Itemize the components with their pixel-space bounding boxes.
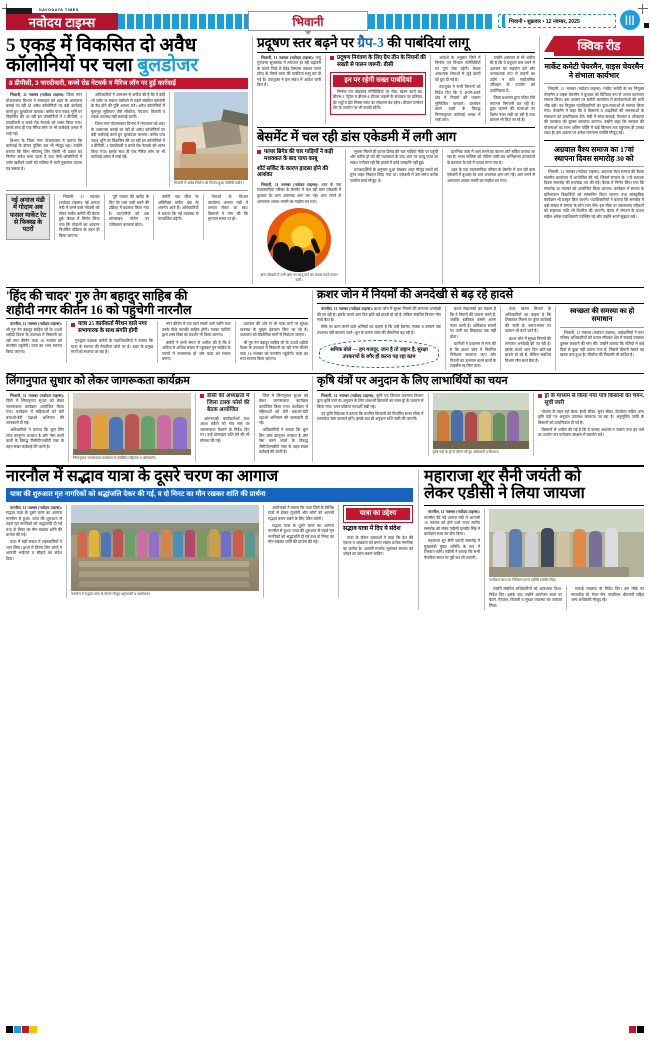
quick-read-item[interactable] (544, 61, 644, 137)
adc-byline: नारनौल, 11 नवम्बर (नवोदय टाइम्स): (428, 509, 480, 515)
gender-para2: अधिकारियों ने बताया कि भ्रूण लिंग जांच कानूनन अपराध है और ऐसा करने वालों के विरुद्ध पीसीपीएनडीटी एक्ट के तहत सख्त कार्रवाई की जाती है। (6, 427, 64, 449)
masthead-bars-right (368, 14, 498, 29)
adc-para4: सफाई व्यवस्था के निर्देश दिए। इस मौके पर नगराधीश डॉ. मेजर सेन, एसडीएम, डीएसपी सहित अन्य अधिकारी मौजूद रहे। (571, 586, 644, 603)
quick-read-item[interactable] (560, 306, 644, 370)
logo-plate (6, 13, 118, 30)
registration-marks-right (629, 1026, 644, 1033)
sikh-para4: कमेटी ने सभी संगत से अपील की है कि वे अधिक से अधिक संख्या में पहुंचकर गुरु साहिब के चरणों में नतमस्तक हों और यात्रा को सफल बनाएं। (162, 339, 231, 362)
logo-hindi-text: नवोदय टाइम्स (28, 14, 96, 30)
crusher-byline: नारनौल, 11 नवम्बर (नवोदय टाइम्स): (321, 306, 373, 312)
adc-col2 (489, 586, 562, 610)
pollution-headline-c: की पाबंदियां लागू (383, 35, 470, 50)
crusher-para1-dup: क्रशर जोन में सुरक्षा नियमों की लगातार अनदेखी की जा रही है। इसके चलते आए दिन छोटे-बड़े हादसे हो रहे हैं, लेकिन संबंधित विभाग मौन साधे बैठा है। (505, 335, 551, 363)
mandi-col2: पूरी फसल की खरीद के लिए गेट पास जारी करने की प्रक्रिया में बदलाव किया गया है। व्यापारियों को अब ऑनलाइन पोर्टल पर पंजीकरण करवाना होगा। (108, 194, 149, 227)
lead-para1-dup: जिला नगर योजनाकार विभाग ने मंगलवार को शहर के आसपास बसाई जा रहीं दो अवैध कॉलोनियों पर बड़ी कार्रवाई करते हुए बुलडोजर चलाया। करीब पांच एकड़ भूमि पर विकसित की जा रहीं इन कॉलोनियों में 8 डीपीसी, 3 चारदीवारी व कच्चे रोड नेटवर्क को ध्वस्त किया गया। इसके साथ ही एक मैरिज लॉन पर भी कार्रवाई अमल में लाई गई। (91, 121, 165, 160)
sadbhav-subhead: यात्रा की शुरुआत मृत नागरिकों को श्रद्धांजलि देकर की गई, व दो मिनट का मौन रखकर शांति की प्रार्थना (6, 488, 413, 502)
fire-col3 (447, 149, 535, 284)
gender-para1: जिले में लिंगानुपात सुधार को लेकर जागरूकता कार्यक्रम आयोजित किया गया। कार्यक्रम में महिलाओं को बेटी बचाओ-बेटी पढ़ाओ अभियान की जानकारी दी गई। (6, 398, 64, 426)
qr-item-2-title: स्वच्छता की समस्या का हो समाधान (569, 307, 635, 324)
adc-col1 (424, 509, 480, 610)
agri-headline: कृषि यंत्रों पर अनुदान के लिए लाभार्थियों का चयन (317, 375, 508, 388)
lead-byline: भिवानी, 11 नवम्बर (नवोदय टाइम्स): (10, 92, 65, 97)
fire-byline: भिवानी, 11 नवम्बर (नवोदय टाइम्स): (261, 181, 319, 187)
fire-photo-caption: डांस एकेडमी में लगी आग पर काबू पाने का प्रयास करते फायर कर्मी। (260, 272, 338, 282)
adc-photo-caption: कार्यक्रम स्थल का निरीक्षण करते एडीसी दलबीर सिंह। (489, 578, 557, 583)
crusher-col3 (505, 306, 551, 370)
agri-para3: योजना के तहत स्ट्रॉ बेलर, हैप्पी सीडर, सुपर सीडर, रोटावेटर सहित अन्य कृषि यंत्रों पर अनुदान उपलब्ध करवाया जा रहा है। अनुसूचित जाति के किसानों को प्राथमिकता दी गई है। (537, 408, 644, 425)
pollution-bullet-text: प्रदूषण नियंत्रण के लिए ग्रैप तीन के नियमों की सख्ती से पालन जरूरी: डीसी (337, 54, 426, 68)
sadbhav-side-subhead: सद्भाव यात्रा में दिए ये संदेश (343, 525, 401, 532)
adc-para3: उन्होंने संबंधित अधिकारियों को आवश्यक दिशा-निर्देश दिए। इसके बाद उन्होंने आयोजन स्थल पर बैठने, पेयजल, बिजली व सुरक्षा व्यवस्था का जायजा लिया। (489, 586, 562, 608)
third-section (6, 376, 644, 461)
lead-para1: जिला नगर योजनाकार विभाग ने मंगलवार को शहर के आसपास बसाई जा रहीं दो अवैध कॉलोनियों पर बड़ी कार्रवाई करते हुए बुलडोजर चलाया। करीब पांच एकड़ भूमि पर विकसित की जा रहीं इन कॉलोनियों में 8 डीपीसी, 3 चारदीवारी व कच्चे रोड नेटवर्क को ध्वस्त किया गया। इसके साथ ही एक मैरिज लॉन पर भी कार्रवाई अमल में लाई गई। (6, 92, 82, 136)
crusher-para1: क्रशर जोन में सुरक्षा नियमों की लगातार अनदेखी की जा रही है। इसके चलते आए दिन छोटे-बड़े हादसे हो रहे हैं, लेकिन संबंधित विभाग मौन साधे बैठा है। (317, 306, 441, 323)
pollution-para2: आदेशों के अनुसार जिले में निर्माण एवं विध्वंस गतिविधियों पर पूर्ण रोक रहेगी। केवल आवश्यक सेवाओं से जुड़े कार्यों को छूट दी गई है। (435, 54, 481, 82)
sikh-col3 (162, 321, 231, 363)
crusher-quote-text: श्रमिक बोले — हम मजदूर, जान है तो जहान है, सुरक्षा उपकरणों के बगैर ही करना पड़ रहा काम (319, 340, 439, 368)
agri-bullet (538, 393, 645, 407)
fire-col2 (350, 149, 438, 284)
agri-byline: भिवानी, 11 नवम्बर (नवोदय टाइम्स): (321, 392, 375, 398)
agri-col3 (538, 393, 645, 456)
edition-tab[interactable] (248, 11, 368, 31)
fire-headline: बेसमेंट में चल रही डांस एकेडमी में लगी आग (257, 129, 457, 145)
lead-photo-caption: भिवानी में अवैध निर्माण को गिराता हुआ जेसीबी मशीन। (174, 181, 244, 185)
fire-para3: प्रत्यक्षदर्शियों के अनुसार धुआं देखकर अंदर मौजूद बच्चों को तुरंत बाहर निकाल लिया गया था। एकेडमी में उस समय करीब चालीस बच्चे मौजूद थे। (350, 166, 438, 183)
restrictions-box-text: निर्माण एवं तोड़फोड़ गतिविधियों पर रोक, खनन कार्य बंद, बीएस-3 पेट्रोल व बीएस-4 डीजल वाहनों के संचालन पर प्रतिबंध, ईंट भट्ठों व हॉट मिक्स प्लांट का संचालन बंद रहेगा। डीजल जनरेटर सेट के उपयोग पर भी पाबंदी रहेगी। (333, 88, 423, 111)
sadbhav-para2: यात्रा में बड़ी संख्या में शहरवासियों ने भाग लिया। हाथों में तिरंगा लिए लोगों ने आपसी भाईचारे व सौहार्द का संदेश दिया। (6, 539, 62, 561)
adc-para1: नारनौल की नई अनाज मंडी में आगामी 16 नवम्बर को होने वाले राज्य स्तरीय समारोह को लेकर एडीसी दलबीर सिंह ने कार्यक्रम स्थल का दौरा किया। (424, 514, 480, 537)
gender-story (6, 376, 312, 461)
sikh-para5: प्रशासन की ओर से भी यात्रा मार्ग पर सुरक्षा व्यवस्था के पुख्ता इंतजाम किए जा रहे हैं। यातायात को वैकल्पिक मार्गों से निकाला जाएगा। (239, 321, 308, 338)
edition-name: भिवानी (292, 14, 324, 29)
lead-headline-line2-a: कॉलोनियों पर चला (6, 55, 138, 77)
sadbhav-photo-caption: नारनौल में सद्भाव यात्रा के दौरान मौजूद शहरवासी व आयोजक। (71, 591, 151, 596)
gender-photo (73, 393, 191, 455)
adc-story (419, 469, 644, 610)
middle-column (252, 36, 540, 284)
fire-subhead: शॉर्ट सर्किट के कारण हादसा होने की आशंका (257, 165, 329, 179)
masthead (6, 4, 644, 34)
masthead-bars-left (118, 14, 248, 29)
pollution-headline-a: प्रदूषण स्तर बढ़ने पर (257, 35, 358, 50)
adc-col3 (571, 586, 644, 610)
sikh-para3: नगर कीर्तन में पंज प्यारे सबसे आगे चलेंगे तथा उनके पीछे पालकी साहिब होगी। गतका पार्टियों द्वारा शस्त्र विद्या का प्रदर्शन भी किया जाएगा। (162, 321, 231, 338)
lead-headline-highlight: बुलडोजर (137, 55, 199, 77)
dateline-text: भिवानी • शुक्रवार • 12 नवम्बर, 2025 (509, 19, 580, 25)
lead-headline-line2 (6, 56, 248, 75)
sadbhav-purpose-box (343, 505, 413, 523)
qr-item-1-text: भिवानी, 11 नवम्बर (नवोदय टाइम्स): अग्रवाल वैश्य समाज की बैठक स्थानीय कार्यालय में आयोजित की गई, जिसमें संगठन के 17वें स्थापना दिवस समारोह की रूपरेखा तय की गई। बैठक में निर्णय लिया गया कि समारोह 30 नवम्बर को आयोजित किया जाएगा। कार्यक्रम में समाज के प्रतिभावान विद्यार्थियों को सम्मानित किया जाएगा तथा सांस्कृतिक कार्यक्रम भी प्रस्तुत किए जाएंगे। पदाधिकारियों ने बताया कि समारोह में बड़ी संख्या में समाज के लोग भाग लेंगे। इस मौके पर जरूरतमंद परिवारों को सहायता राशि भी वितरित की जाएगी। बैठक में संगठन के प्रधान सहित अनेक पदाधिकारी उपस्थित रहे और उन्होंने अपने सुझाव रखे। (544, 169, 644, 219)
gender-photo-caption: लिंगानुपात जागरूकता कार्यक्रम में उपस्थित महिलाएं व अधिकारी। (73, 455, 156, 460)
sadbhav-col3 (268, 505, 334, 598)
crusher-story (313, 290, 644, 371)
qr-item-1-title: अग्रवाल वैश्य समाज का 17वां स्थापना दिवस समारोह 30 को (554, 145, 634, 163)
mandi-col1: भिवानी, 11 नवम्बर (नवोदय टाइम्स): नई अनाज मंडी में बनने वाले गोदामों को लेकर मार्केट कमेटी की बैठक हुई। बैठक में निर्णय लिया गया कि गोदामों का आवंटन निर्धारित प्रक्रिया के तहत ही किया जाएगा। (59, 194, 100, 238)
crusher-para5: उधर, खनन विभाग के अधिकारियों का कहना है कि शिकायत मिलने पर तुरंत कार्रवाई की जाती है। समय-समय पर चालान भी काटे जाते हैं। (505, 306, 551, 334)
adc-para2: महाराजा शूर सैनी जयंती समारोह में मुख्यमंत्री मुख्य अतिथि के रूप में शिरकत करेंगे। एडीसी ने बताया कि सभी तैयारियां समय पर पूरी कर ली जाएंगी। (424, 538, 480, 561)
pollution-para3: उपायुक्त ने सभी विभागों को निर्देश दिए कि वे अपने-अपने क्षेत्र में नियमों की पालना सुनिश्चित करवाएं। उल्लंघन करने वालों के विरुद्ध नियमानुसार कार्रवाई अमल में लाई जाए। (435, 84, 481, 123)
adc-headline-line2: लेकर एडीसी ने लिया जायजा (424, 484, 585, 502)
sikh-headline-line2: शहीदी नगर कीर्तन 16 को पहुंचेगी नारनौल (6, 302, 192, 317)
crusher-quote-blob (319, 340, 439, 368)
mandi-col3: कमेटी नहा फील के अतिरिक्त मार्केट क्षेत्र के अंतर्गत आते हैं। अधिकारियों ने बताया कि नई व्यवस्था से पारदर्शिता बढ़ेगी। (158, 194, 199, 222)
pollution-headline (257, 36, 535, 50)
gender-byline: भिवानी, 11 नवम्बर (नवोदय टाइम्स): (10, 392, 64, 398)
lead-body-col1 (6, 92, 82, 173)
quick-read-title: क्विक रीड (554, 36, 644, 56)
adc-photo (489, 509, 644, 577)
fire-bullet-text: फायर ब्रिगेड की चार गाड़ियों ने कड़ी मशक्कत के बाद पाया काबू (264, 148, 334, 162)
masthead-roundel-icon (620, 10, 644, 30)
bottom-section (6, 469, 644, 610)
gender-col1 (6, 393, 64, 462)
qr-item-0-text: भिवानी, 11 नवम्बर (नवोदय टाइम्स): मार्केट कमेटी के नव नियुक्त चेयरमैन व वाइस चेयरमैन ने बुधवार को विधिवत रूप से अपना कार्यभार संभाल लिया। इस अवसर पर कमेटी कार्यालय में कार्यकर्ताओं की भारी भीड़ रही। नव नियुक्त पदाधिकारियों का फूल-मालाओं से स्वागत किया गया। चेयरमैन ने कहा कि वे किसानों व आढ़तियों की समस्याओं के समाधान को प्राथमिकता देंगे। मंडी में साफ-सफाई, पेयजल व शौचालय की व्यवस्था को दुरुस्त करवाया जाएगा। उन्होंने कहा कि सरकार की योजनाओं का लाभ अंतिम पंक्ति में खड़े किसान तक पहुंचाना ही उनका लक्ष्य है। इस अवसर पर अनेक गणमान्य व्यक्ति मौजूद रहे। (544, 86, 644, 136)
dateline (498, 14, 616, 28)
sadbhav-para1-dup: सद्भाव यात्रा के दूसरे चरण का आगाज नारनौल से हुआ। यात्रा की शुरुआत से पहले मृत नागरिकों को श्रद्धांजलि दी गई तथा दो मिनट का मौन रखकर शांति की प्रार्थना की गई। (268, 522, 334, 545)
sikh-bullet (71, 321, 153, 335)
registration-color-bar (6, 1026, 37, 1033)
sikh-bullet-text: यात्रा 25 कार्यकर्ता मैरेथन वाले नगर सभागारक के साथ संगति होगी (78, 321, 147, 335)
sadbhav-col1 (6, 505, 62, 598)
sikh-col4 (240, 321, 309, 363)
crusher-headline: क्रशर जोन में नियमों की अनदेखी से बढ़ रहे हादसे (317, 288, 514, 301)
gender-col3 (200, 393, 250, 462)
fire-illustration (267, 208, 331, 272)
agri-photo-caption: कृषि यंत्रों के ड्रॉ के दौरान मौजूद अधिकारी व किसान। (432, 449, 499, 454)
agri-photo (433, 393, 529, 449)
sadbhav-photo (71, 505, 259, 591)
top-section (6, 36, 644, 284)
sikh-para1: श्री गुरु तेग बहादुर साहिब जी के 350वें शहीदी दिवस के उपलक्ष्य में निकाली जा रही नगर कीर्तन यात्रा 16 नवम्बर को नारनौल पहुंचेगी। यात्रा का भव्य स्वागत किया जाएगा। (6, 326, 62, 355)
crusher-para4: ग्रामीणों ने प्रशासन से मांग की है कि क्रशर जोन में नियमित निरीक्षण करवाया जाए और नियमों का उल्लंघन करने वालों के लाइसेंस रद्द किए जाएं। (450, 341, 496, 369)
gender-col4 (259, 393, 309, 462)
sikh-headline-line1: 'हिंद की चादर' गुरु तेग बहादुर साहिब की (6, 288, 188, 303)
fire-para4: प्रारंभिक जांच में आग लगने का कारण शॉर्ट सर्किट बताया जा रहा है। भवन मालिक को नोटिस जारी कर अग्निशमन उपकरणों के इंतजाम के बारे में जवाब मांगा गया है। (447, 148, 535, 165)
gender-para2-dup: अधिकारियों ने बताया कि भ्रूण लिंग जांच कानूनन अपराध है और ऐसा करने वालों के विरुद्ध पीसीपीएनडीटी एक्ट के तहत सख्त कार्रवाई की जाती है। (258, 427, 308, 455)
lead-photo (174, 92, 248, 180)
mandi-title-text: नई अनाज मंडी में गोदाम अब फसल मार्केट रेट से फिक्स्ड के पटरों (9, 197, 47, 234)
pollution-para1: वायु गुणवत्ता सूचकांक में लगातार हो रही बढ़ोतरी के चलते जिले में ग्रेडेड रिस्पांस एक्शन प्लान (ग्रैप) के तीसरे चरण की पाबंदियां लागू कर दी गई हैं। उपायुक्त ने इस संबंध में आदेश जारी किए हैं। (257, 54, 321, 88)
crusher-para2: मौके पर काम करने वाले श्रमिकों का कहना है कि उन्हें हेलमेट, मास्क व दस्ताने तक उपलब्ध नहीं करवाए जाते। धूल के कारण सांस की बीमारियां बढ़ रही हैं। (317, 324, 441, 336)
pollution-col3 (435, 55, 481, 125)
publication-logo[interactable] (6, 8, 118, 30)
pollution-restrictions-box (330, 72, 426, 116)
agri-para4: किसानों से अपील की गई है कि वे फसल अवशेष न जलाएं तथा इन यंत्रों का उपयोग कर पर्यावरण संरक्षण में सहयोग करें। (537, 426, 644, 438)
agri-para1: कृषि एवं किसान कल्याण विभाग द्वारा कृषि यंत्रों पर अनुदान के लिए लाभार्थी किसानों का चयन ड्रॉ के माध्यम से किया गया। चयन प्रक्रिया पारदर्शी रखी गई। (317, 392, 424, 409)
lead-para2: विभाग के जिला नगर योजनाकार ने बताया कि कार्रवाई के दौरान पुलिस बल भी मौजूद रहा। उन्होंने बताया कि बिना सीएलयू लिए किसी भी प्रकार का निर्माण अवैध माना जाता है तथा ऐसी कॉलोनियों में प्लॉट खरीदने वालों को भविष्य में भारी नुकसान उठाना पड़ सकता है। (6, 137, 82, 171)
quick-read-section (540, 36, 644, 284)
sadbhav-byline: नारनौल, 11 नवम्बर (नवोदय टाइम्स): (10, 504, 62, 510)
lead-headline-line1: 5 एकड़ में विकसित दो अवैध (6, 35, 197, 56)
crusher-col1 (317, 306, 441, 337)
crusher-col2 (450, 306, 496, 370)
roundel-glyph: ||| (625, 14, 635, 26)
lead-subhead: 8 डीपीसी, 3 चारदीवारी, कच्चे रोड नेटवर्क व मैरिज लॉन पर हुई कार्रवाई (6, 78, 248, 89)
sikh-para1-dup: श्री गुरु तेग बहादुर साहिब जी के 350वें शहीदी दिवस के उपलक्ष्य में निकाली जा रही नगर कीर्तन यात्रा 16 नवम्बर को नारनौल पहुंचेगी। यात्रा का भव्य स्वागत किया जाएगा। (239, 339, 308, 362)
restrictions-box-title: इन पर रहेगी सख्त पाबंदियां (333, 75, 423, 87)
fire-para1-dup: शहर के एक व्यावसायिक परिसर के बेसमेंट में चल रही डांस एकेडमी में बुधवार देर शाम अचानक आग लग गई। आग लगने से आसपास अफरा-तफरी का माहौल बन गया। (447, 166, 535, 183)
fire-bullet (257, 149, 341, 163)
sadbhav-para3: आयोजकों ने बताया कि यात्रा जिले के विभिन्न गांवों से होकर गुजरेगी और लोगों को आपसी सद्भाव बनाए रखने के लिए प्रेरित करेगी। (268, 504, 334, 521)
gender-bullet (200, 393, 250, 414)
lead-story (6, 36, 252, 284)
gender-para3: आंगनवाड़ी कार्यकर्ताओं तथा आशा वर्करों को गांव स्तर पर जागरूकता फैलाने के निर्देश दिए गए। उन्हें प्रोत्साहन राशि देने की भी घोषणा की गई। (200, 415, 250, 443)
sadbhav-headline: नारनौल में सद्भाव यात्रा के दूसरे चरण का आगाज (6, 467, 279, 485)
pollution-para4: उन्होंने आमजन से भी अपील की है कि वे प्रदूषण कम करने में प्रशासन का सहयोग करें और अनावश्यक रूप से वाहनों का प्रयोग न करें। सार्वजनिक परिवहन के उपयोग को प्राथमिकता दें। (489, 54, 535, 93)
quick-read-item[interactable] (544, 144, 644, 220)
mandi-col4: नेताओं के विधान कार्यालय अनाज मंडी में अनाज लेकर जा रहा। किसानों ने मांग की कि भुगतान समय पर हो। (207, 194, 248, 222)
pollution-col1 (257, 55, 321, 125)
agri-bullet-text: ड्रॉ के माध्यम से किया गया पात्र किसानों का चयन, सूची जारी (544, 392, 644, 406)
agri-story (313, 376, 644, 461)
qr-item-0-title: मार्केट कमेटी चेयरमैन, वाइस चेयरमैन ने संभाला कार्यभार (544, 62, 644, 80)
sikh-byline: नारनौल, 11 नवम्बर (नवोदय टाइम्स): (10, 321, 62, 327)
crusher-para3: क्रशर संचालकों का कहना है कि वे नियमों की पालना करते हैं, जबकि हकीकत इससे अलग नजर आती है। अधिकांश स्थानों पर पानी का छिड़काव तक नहीं होता। (450, 306, 496, 339)
adc-headline-line1: महाराजा शूर सैनी जयंती को (424, 467, 582, 485)
gender-bullet-text: डीसी की अध्यक्षता में जिला टास्क फोर्स की बैठक आयोजित (207, 392, 250, 413)
pollution-para5: जिला प्रशासन द्वारा गठित टीमें लगातार निगरानी कर रही हैं। कूड़ा जलाने की घटनाओं पर विशेष नजर रखी जा रही है तथा चालान भी किए जा रहे हैं। (489, 95, 535, 123)
lead-body-col2 (91, 92, 165, 162)
gender-headline: लिंगानुपात सुधार को लेकर जागरूकता कार्यक्रम (6, 375, 190, 388)
mandi-box-title (6, 194, 50, 240)
agri-col1 (317, 393, 424, 456)
pollution-byline: भिवानी, 11 नवम्बर (नवोदय टाइम्स): (261, 54, 314, 60)
agri-para2: उप कृषि निदेशक ने बताया कि चयनित किसानों को निर्धारित समय सीमा में दस्तावेज जमा करवाने होंगे। इसके बाद ही अनुदान राशि जारी की जाएगी। (317, 410, 424, 422)
sadbhav-side-text: यात्रा के दौरान वक्ताओं ने कहा कि देश की एकता व अखंडता को बनाए रखना प्रत्येक नागरिक का कर्तव्य है। आपसी मतभेद भुलाकर समाज को जोड़ने का काम करना चाहिए। (343, 534, 413, 557)
pollution-headline-highlight: ग्रैप-3 (357, 35, 384, 50)
pollution-bullet (330, 55, 426, 69)
fire-para1: शहर के एक व्यावसायिक परिसर के बेसमेंट में चल रही डांस एकेडमी में बुधवार देर शाम अचानक आग लग गई। आग लगने से आसपास अफरा-तफरी का माहौल बन गया। (257, 181, 341, 204)
sadbhav-purpose-title: यात्रा का उद्देश्य (346, 508, 410, 520)
qr-item-2-text: भिवानी, 11 नवम्बर (नवोदय टाइम्स): वार्डवासियों ने नगर परिषद अधिकारियों को ज्ञापन सौंपकर क्षेत्र में सफाई व्यवस्था दुरुस्त करवाने की मांग की। उन्होंने बताया कि गलियों में कई दिनों से कूड़ा नहीं उठाया गया है, जिससे बीमारी फैलने का खतरा बना हुआ है। सीवरेज की निकासी भी बाधित है। (560, 329, 644, 358)
sikh-para2: गुरुद्वारा प्रबंधक कमेटी के पदाधिकारियों ने बताया कि यात्रा के स्वागत की तैयारियां जोरों पर हैं। शहर के प्रमुख मार्गों को सजाया जा रहा है। (71, 338, 153, 355)
fire-para2: सूचना मिलते ही फायर ब्रिगेड की चार गाड़ियां मौके पर पहुंचीं और करीब दो घंटे की मशक्कत के बाद आग पर काबू पाया जा सका। गनीमत रही कि हादसे में कोई जनहानि नहीं हुई। (350, 148, 438, 165)
pollution-col4 (490, 55, 536, 125)
sadbhav-story (6, 469, 418, 610)
sadbhav-para1: सद्भाव यात्रा के दूसरे चरण का आगाज नारनौल से हुआ। यात्रा की शुरुआत से पहले मृत नागरिकों को श्रद्धांजलि दी गई तथा दो मिनट का मौन रखकर शांति की प्रार्थना की गई। (6, 510, 62, 538)
sikh-col1 (6, 321, 62, 363)
logo-english-text: NAVODAYA TIMES (39, 8, 79, 12)
sikh-story (6, 290, 312, 371)
lead-para3: अधिकारियों ने आमजन से अपील की है कि वे कोई भी प्लॉट या मकान खरीदने से पहले संबंधित कॉलोनी के वैध होने की पुष्टि अवश्य करें। अवैध कॉलोनियों में मूलभूत सुविधाएं जैसे सीवरेज, पेयजल, बिजली व सड़क उपलब्ध नहीं करवाई जातीं। (91, 92, 165, 120)
gender-para1-dup: जिले में लिंगानुपात सुधार को लेकर जागरूकता कार्यक्रम आयोजित किया गया। कार्यक्रम में महिलाओं को बेटी बचाओ-बेटी पढ़ाओ अभियान की जानकारी दी गई। (258, 392, 308, 426)
middle-section (6, 290, 644, 371)
